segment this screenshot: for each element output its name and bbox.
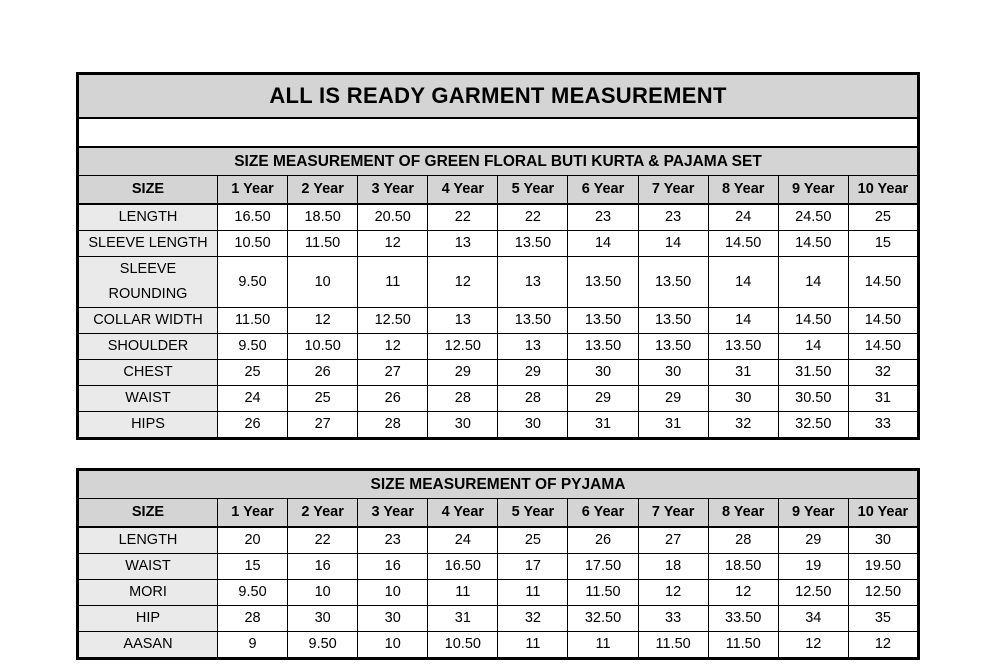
cell: 32.50 xyxy=(568,606,638,632)
cell: 17.50 xyxy=(568,554,638,580)
header-cell-9year: 9 Year xyxy=(778,499,848,528)
cell: 14.50 xyxy=(848,334,918,360)
header-cell-5year: 5 Year xyxy=(498,176,568,205)
cell: 14 xyxy=(708,308,778,334)
cell: 19.50 xyxy=(848,554,918,580)
table-row xyxy=(78,632,919,659)
cell: 28 xyxy=(708,527,778,554)
cell: 18.50 xyxy=(708,554,778,580)
header-cell-5year: 5 Year xyxy=(498,499,568,528)
row-label: LENGTH xyxy=(78,527,218,554)
cell: 22 xyxy=(288,527,358,554)
cell: 23 xyxy=(638,204,708,231)
header-cell-6year: 6 Year xyxy=(568,176,638,205)
cell: 30 xyxy=(568,360,638,386)
table-row xyxy=(78,204,919,231)
table-row xyxy=(78,580,919,606)
cell: 15 xyxy=(218,554,288,580)
cell: 14.50 xyxy=(848,257,918,308)
cell: 14.50 xyxy=(848,308,918,334)
cell: 25 xyxy=(218,360,288,386)
header-cell-7year: 7 Year xyxy=(638,176,708,205)
cell: 13.50 xyxy=(568,257,638,308)
cell: 26 xyxy=(568,527,638,554)
cell: 16.50 xyxy=(428,554,498,580)
cell: 14.50 xyxy=(778,308,848,334)
header-cell-1year: 1 Year xyxy=(218,499,288,528)
cell: 10 xyxy=(288,580,358,606)
cell: 35 xyxy=(848,606,918,632)
cell: 13 xyxy=(428,231,498,257)
cell: 12.50 xyxy=(358,308,428,334)
cell: 26 xyxy=(218,412,288,439)
cell: 30 xyxy=(498,412,568,439)
cell: 13.50 xyxy=(638,308,708,334)
cell: 29 xyxy=(778,527,848,554)
cell: 9 xyxy=(218,632,288,659)
cell: 32 xyxy=(708,412,778,439)
header-cell-8year: 8 Year xyxy=(708,176,778,205)
cell: 11 xyxy=(498,580,568,606)
cell: 13.50 xyxy=(498,231,568,257)
table-row xyxy=(78,606,919,632)
cell: 12 xyxy=(358,231,428,257)
cell: 13 xyxy=(498,257,568,308)
cell: 13 xyxy=(498,334,568,360)
cell: 11 xyxy=(568,632,638,659)
header-cell-6year: 6 Year xyxy=(568,499,638,528)
cell: 10 xyxy=(358,632,428,659)
cell: 13.50 xyxy=(708,334,778,360)
header-cell-2year: 2 Year xyxy=(288,499,358,528)
section-title-kurta-set: SIZE MEASUREMENT OF GREEN FLORAL BUTI KURTA & PAJAMA SET xyxy=(78,147,919,176)
section-title-row-2 xyxy=(78,470,919,499)
table-header-row-2 xyxy=(78,499,919,528)
cell: 28 xyxy=(428,386,498,412)
header-cell-size: SIZE xyxy=(78,176,218,205)
cell: 12.50 xyxy=(428,334,498,360)
cell: 29 xyxy=(568,386,638,412)
cell: 28 xyxy=(218,606,288,632)
cell: 9.50 xyxy=(218,257,288,308)
row-label: MORI xyxy=(78,580,218,606)
cell: 30 xyxy=(848,527,918,554)
cell: 20 xyxy=(218,527,288,554)
row-label: HIP xyxy=(78,606,218,632)
cell: 14 xyxy=(638,231,708,257)
cell: 30.50 xyxy=(778,386,848,412)
cell: 29 xyxy=(498,360,568,386)
cell: 27 xyxy=(358,360,428,386)
cell: 29 xyxy=(638,386,708,412)
table-header-row-1 xyxy=(78,176,919,205)
cell: 13.50 xyxy=(638,334,708,360)
cell: 16 xyxy=(358,554,428,580)
header-cell-4year: 4 Year xyxy=(428,176,498,205)
cell: 30 xyxy=(638,360,708,386)
row-label: AASAN xyxy=(78,632,218,659)
header-cell-8year: 8 Year xyxy=(708,499,778,528)
table-row xyxy=(78,412,919,439)
cell: 30 xyxy=(288,606,358,632)
cell: 14 xyxy=(778,257,848,308)
cell: 14.50 xyxy=(778,231,848,257)
row-label: SLEEVE ROUNDING xyxy=(78,257,218,308)
cell: 30 xyxy=(358,606,428,632)
cell: 27 xyxy=(638,527,708,554)
cell: 12 xyxy=(708,580,778,606)
header-cell-4year: 4 Year xyxy=(428,499,498,528)
cell: 16 xyxy=(288,554,358,580)
cell: 13.50 xyxy=(498,308,568,334)
header-cell-3year: 3 Year xyxy=(358,176,428,205)
cell: 12.50 xyxy=(848,580,918,606)
cell: 33 xyxy=(638,606,708,632)
header-cell-9year: 9 Year xyxy=(778,176,848,205)
cell: 10 xyxy=(288,257,358,308)
cell: 12 xyxy=(778,632,848,659)
cell: 28 xyxy=(498,386,568,412)
header-cell-1year: 1 Year xyxy=(218,176,288,205)
cell: 32 xyxy=(848,360,918,386)
measurement-table-kurta-set xyxy=(76,72,920,440)
row-label: CHEST xyxy=(78,360,218,386)
cell: 11.50 xyxy=(218,308,288,334)
row-label: COLLAR WIDTH xyxy=(78,308,218,334)
cell: 10.50 xyxy=(428,632,498,659)
cell: 17 xyxy=(498,554,568,580)
table-row xyxy=(78,386,919,412)
cell: 31.50 xyxy=(778,360,848,386)
cell: 12 xyxy=(848,632,918,659)
cell: 24 xyxy=(708,204,778,231)
table-row xyxy=(78,308,919,334)
cell: 31 xyxy=(638,412,708,439)
header-cell-2year: 2 Year xyxy=(288,176,358,205)
cell: 18 xyxy=(638,554,708,580)
cell: 11.50 xyxy=(708,632,778,659)
header-cell-7year: 7 Year xyxy=(638,499,708,528)
cell: 14 xyxy=(778,334,848,360)
cell: 28 xyxy=(358,412,428,439)
table-row xyxy=(78,334,919,360)
cell: 25 xyxy=(848,204,918,231)
measurement-table-pyjama xyxy=(76,468,920,660)
cell: 11 xyxy=(428,580,498,606)
cell: 10.50 xyxy=(218,231,288,257)
row-label: SHOULDER xyxy=(78,334,218,360)
table-row xyxy=(78,231,919,257)
cell: 14.50 xyxy=(708,231,778,257)
cell: 12.50 xyxy=(778,580,848,606)
cell: 12 xyxy=(288,308,358,334)
cell: 26 xyxy=(358,386,428,412)
row-label: WAIST xyxy=(78,386,218,412)
cell: 34 xyxy=(778,606,848,632)
cell: 31 xyxy=(568,412,638,439)
cell: 30 xyxy=(708,386,778,412)
cell: 15 xyxy=(848,231,918,257)
cell: 31 xyxy=(708,360,778,386)
cell: 9.50 xyxy=(218,580,288,606)
cell: 13.50 xyxy=(568,334,638,360)
header-cell-10year: 10 Year xyxy=(848,176,918,205)
blank-cell xyxy=(78,118,919,147)
cell: 29 xyxy=(428,360,498,386)
cell: 14 xyxy=(568,231,638,257)
cell: 13.50 xyxy=(568,308,638,334)
row-label: LENGTH xyxy=(78,204,218,231)
cell: 25 xyxy=(288,386,358,412)
cell: 23 xyxy=(358,527,428,554)
cell: 31 xyxy=(428,606,498,632)
header-cell-3year: 3 Year xyxy=(358,499,428,528)
cell: 13 xyxy=(428,308,498,334)
row-label: SLEEVE LENGTH xyxy=(78,231,218,257)
cell: 25 xyxy=(498,527,568,554)
table-gap xyxy=(76,440,920,468)
cell: 11 xyxy=(358,257,428,308)
table-row xyxy=(78,554,919,580)
cell: 19 xyxy=(778,554,848,580)
cell: 12 xyxy=(428,257,498,308)
document-title-row xyxy=(78,74,919,119)
cell: 13.50 xyxy=(638,257,708,308)
cell: 27 xyxy=(288,412,358,439)
cell: 10 xyxy=(358,580,428,606)
cell: 11.50 xyxy=(638,632,708,659)
cell: 20.50 xyxy=(358,204,428,231)
cell: 33 xyxy=(848,412,918,439)
document-body xyxy=(76,72,920,660)
cell: 24 xyxy=(428,527,498,554)
cell: 18.50 xyxy=(288,204,358,231)
cell: 9.50 xyxy=(218,334,288,360)
cell: 11 xyxy=(498,632,568,659)
table-row xyxy=(78,360,919,386)
row-label: HIPS xyxy=(78,412,218,439)
cell: 10.50 xyxy=(288,334,358,360)
cell: 16.50 xyxy=(218,204,288,231)
cell: 32.50 xyxy=(778,412,848,439)
cell: 24.50 xyxy=(778,204,848,231)
cell: 11.50 xyxy=(568,580,638,606)
cell: 9.50 xyxy=(288,632,358,659)
cell: 26 xyxy=(288,360,358,386)
row-label: WAIST xyxy=(78,554,218,580)
cell: 12 xyxy=(358,334,428,360)
page-title: ALL IS READY GARMENT MEASUREMENT xyxy=(78,74,919,119)
spacer-row xyxy=(78,118,919,147)
cell: 32 xyxy=(498,606,568,632)
table-row xyxy=(78,527,919,554)
cell: 22 xyxy=(428,204,498,231)
cell: 12 xyxy=(638,580,708,606)
cell: 30 xyxy=(428,412,498,439)
cell: 23 xyxy=(568,204,638,231)
section-title-pyjama: SIZE MEASUREMENT OF PYJAMA xyxy=(78,470,919,499)
table-row xyxy=(78,257,919,308)
cell: 24 xyxy=(218,386,288,412)
cell: 14 xyxy=(708,257,778,308)
header-cell-size: SIZE xyxy=(78,499,218,528)
cell: 11.50 xyxy=(288,231,358,257)
cell: 22 xyxy=(498,204,568,231)
section-title-row-1 xyxy=(78,147,919,176)
cell: 31 xyxy=(848,386,918,412)
header-cell-10year: 10 Year xyxy=(848,499,918,528)
cell: 33.50 xyxy=(708,606,778,632)
